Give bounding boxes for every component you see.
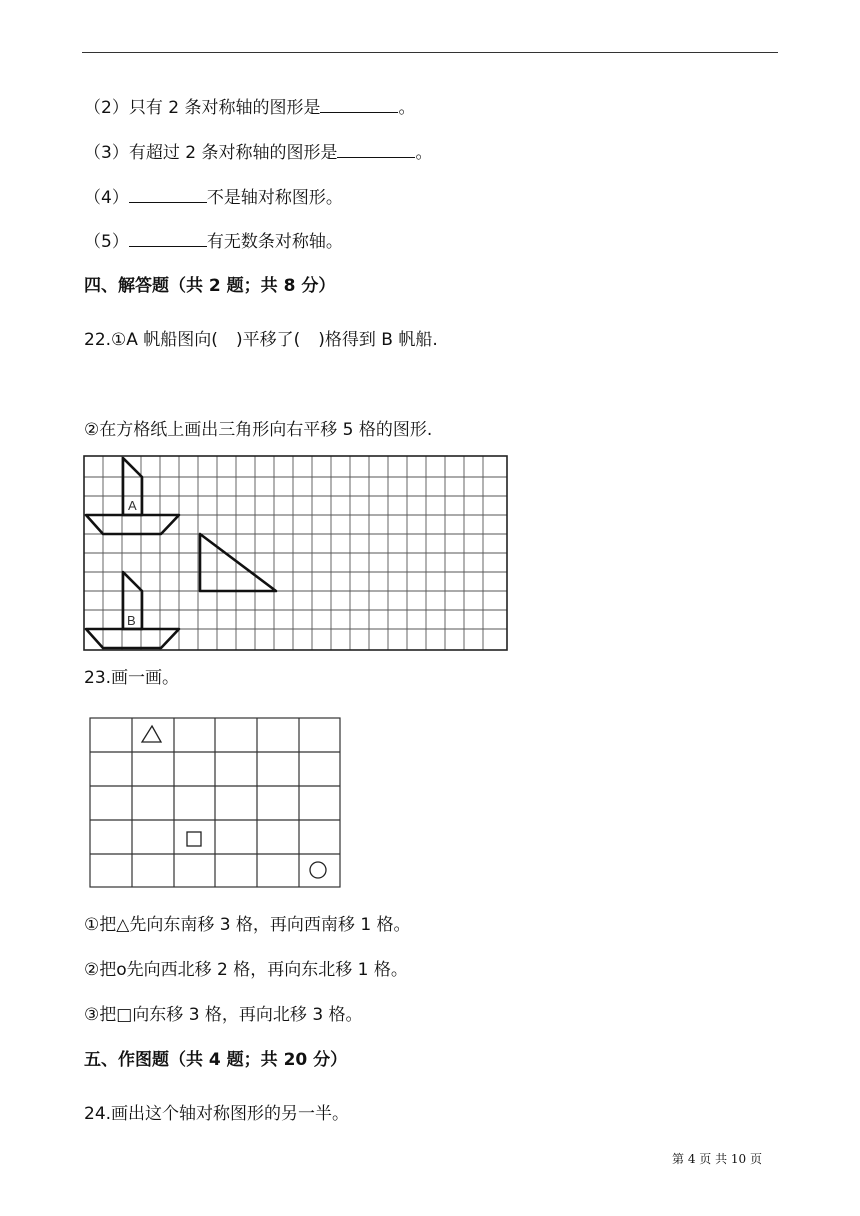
question-21-item-5 xyxy=(84,230,343,253)
answer-blank[interactable] xyxy=(129,230,207,247)
q22-text-b: )平移了( xyxy=(235,330,301,350)
answer-blank[interactable] xyxy=(337,141,415,158)
item-suffix: 。 xyxy=(398,98,416,118)
sailboat-b-label: B xyxy=(127,613,136,628)
question-22-part-2: ②在方格纸上画出三角形向右平移 5 格的图形. xyxy=(84,420,433,440)
item-text: （2）只有 2 条对称轴的图形是 xyxy=(84,98,321,118)
question-21-item-4 xyxy=(84,186,343,209)
q23-grid-lines xyxy=(90,718,340,887)
question-23-item-1: ①把△先向东南移 3 格，再向西南移 1 格。 xyxy=(84,915,411,935)
circle-shape xyxy=(310,862,326,878)
question-21-item-2 xyxy=(84,96,415,119)
square-shape xyxy=(187,832,201,846)
item-text: （5） xyxy=(84,232,129,252)
section-4-heading: 四、解答题（共 2 题；共 8 分） xyxy=(84,276,336,296)
item-suffix: 不是轴对称图形。 xyxy=(206,188,343,208)
section-5-heading: 五、作图题（共 4 题；共 20 分） xyxy=(84,1050,348,1070)
question-22-part-1 xyxy=(84,329,438,351)
answer-blank[interactable] xyxy=(129,186,207,203)
item-text: （4） xyxy=(84,188,129,208)
question-23-item-3: ③把□向东移 3 格，再向北移 3 格。 xyxy=(84,1005,363,1025)
q22-grid-lines xyxy=(84,456,507,650)
item-suffix: 。 xyxy=(415,143,433,163)
page-footer: 第 4 页 共 10 页 xyxy=(672,1152,762,1166)
question-23-item-2: ②把o先向西北移 2 格，再向东北移 1 格。 xyxy=(84,960,408,980)
answer-blank[interactable] xyxy=(320,96,398,113)
item-text: （3）有超过 2 条对称轴的图形是 xyxy=(84,143,338,163)
sailboat-a-label: A xyxy=(128,498,137,513)
q23-grid-figure xyxy=(88,716,344,890)
question-23-title: 23.画一画。 xyxy=(84,668,180,688)
question-21-item-3 xyxy=(84,141,432,164)
item-suffix: 有无数条对称轴。 xyxy=(206,232,343,252)
q22-text-a: 22.①A 帆船图向( xyxy=(84,330,218,350)
triangle-shape xyxy=(142,726,161,742)
header-rule xyxy=(82,52,778,53)
q22-grid-figure xyxy=(82,454,510,652)
q22-text-c: )格得到 B 帆船. xyxy=(318,330,438,350)
triangle xyxy=(200,534,276,591)
question-24-text: 24.画出这个轴对称图形的另一半。 xyxy=(84,1104,350,1124)
